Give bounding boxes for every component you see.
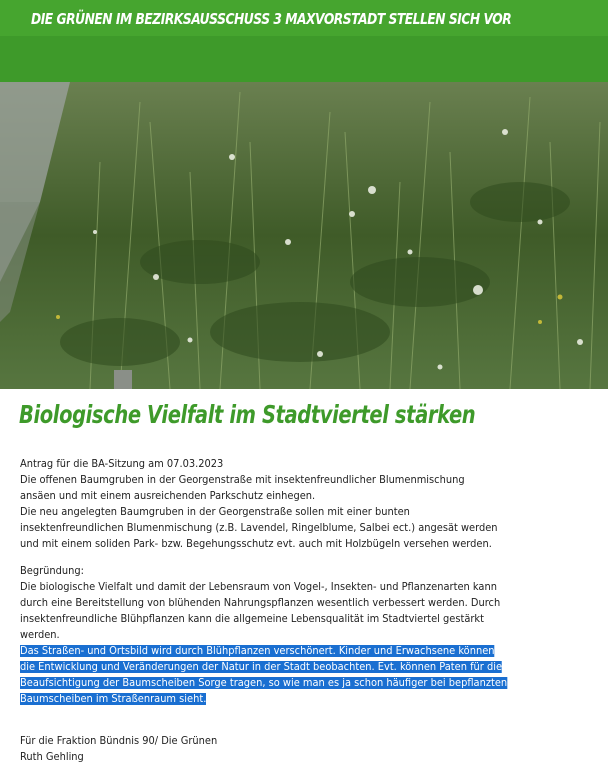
reason-line: Die biologische Vielfalt und damit der Lebensraum von Vogel-, Insekten- und Pflanzenarten kann: [20, 581, 497, 593]
site-header: [0, 0, 608, 82]
intro-paragraph: [20, 456, 498, 552]
article-title: Biologische Vielfalt im Stadtviertel stärken: [19, 400, 476, 429]
signature: [20, 733, 448, 765]
reason-paragraph: [20, 563, 508, 707]
reason-line: durch eine Bereitstellung von blühenden Nahrungspflanzen wesentlich verbessert werden. Durch: [20, 597, 501, 609]
intro-line: Antrag für die BA-Sitzung am 07.03.2023: [20, 458, 224, 470]
selected-text[interactable]: die Entwicklung und Veränderungen der Natur in der Stadt beobachten. Evt. können Paten für die: [20, 661, 503, 673]
meadow-photo: [0, 82, 608, 389]
site-title[interactable]: DIE GRÜNEN IM BEZIRKSAUSSCHUSS 3 MAXVORSTADT STELLEN SICH VOR: [31, 10, 512, 28]
intro-line: und mit einem soliden Park- bzw. Begehungsschutz evt. auch mit Holzbügeln versehen werden.: [20, 538, 492, 550]
reason-line: insektenfreundliche Blühpflanzen kann die allgemeine Lebensqualität im Stadtviertel gestärkt: [20, 613, 485, 625]
selected-text[interactable]: Baumscheiben im Straßenraum sieht.: [20, 693, 207, 705]
highlight-line[interactable]: [20, 659, 503, 675]
intro-line: Die offenen Baumgruben in der Georgenstraße mit insektenfreundlicher Blumenmischung: [20, 474, 465, 486]
meadow-photo-illustration: [0, 82, 608, 389]
intro-line: ansäen und mit einem ausreichenden Parkschutz einhegen.: [20, 490, 316, 502]
selected-text[interactable]: Das Straßen- und Ortsbild wird durch Blühpflanzen verschönert. Kinder und Erwachsene können: [20, 645, 495, 657]
intro-line: Die neu angelegten Baumgruben in der Georgenstraße sollen mit einer bunten: [20, 506, 410, 518]
highlight-line[interactable]: [20, 675, 508, 691]
signature-name: Ruth Gehling: [20, 751, 84, 763]
highlight-line[interactable]: [20, 643, 495, 659]
reason-line: Begründung:: [20, 565, 84, 577]
intro-line: insektenfreundlichen Blumenmischung (z.B. Lavendel, Ringelblume, Salbei ect.) angesät werden: [20, 522, 498, 534]
highlight-line[interactable]: [20, 691, 448, 707]
signature-line: Für die Fraktion Bündnis 90/ Die Grünen: [20, 735, 218, 747]
selected-text[interactable]: Beaufsichtigung der Baumscheiben Sorge tragen, so wie man es ja schon häufiger bei bepflanzten: [20, 677, 508, 689]
reason-line: werden.: [20, 629, 60, 641]
